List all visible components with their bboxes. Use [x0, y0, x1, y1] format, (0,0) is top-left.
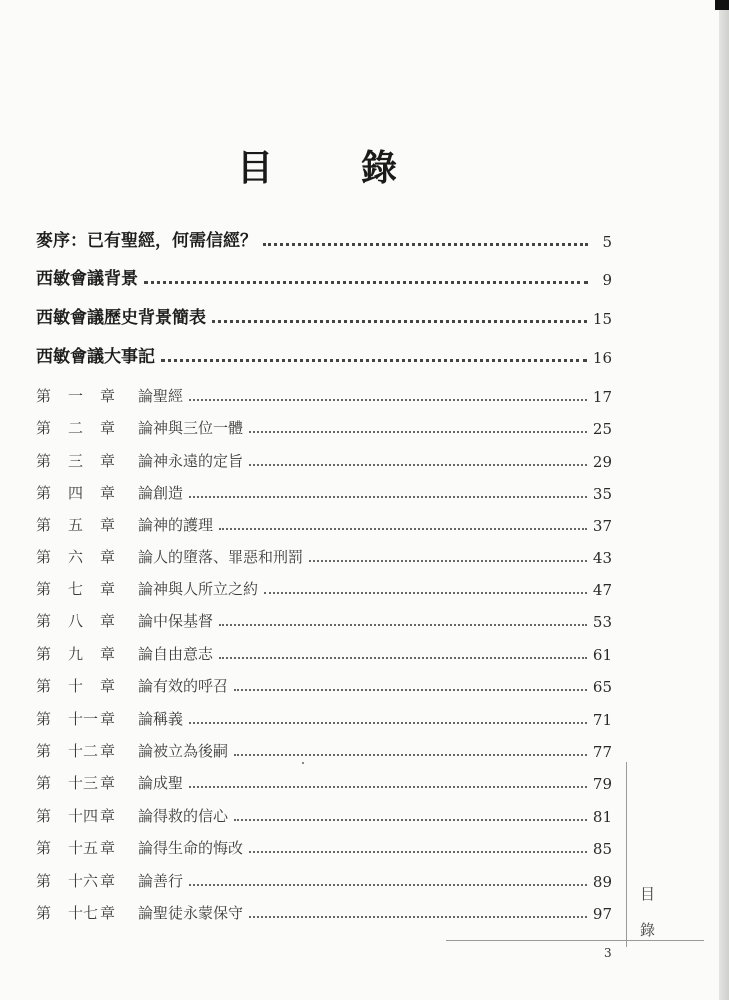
dot-leader	[189, 399, 587, 401]
dot-leader	[219, 528, 587, 530]
dot-leader	[189, 722, 587, 724]
toc-chapter-8[interactable]	[36, 605, 612, 631]
toc-chapter-14[interactable]	[36, 800, 612, 826]
margin-rule-horizontal	[446, 940, 704, 941]
chapter-title: 論被立為後嗣	[138, 742, 229, 760]
toc-chapter-13[interactable]	[36, 767, 612, 793]
chapter-number: 第 四 章	[36, 484, 116, 502]
section-tab-label: 目 錄	[640, 885, 656, 939]
page-title: 目 錄	[236, 147, 423, 189]
dot-leader	[219, 657, 587, 659]
toc-chapter-2[interactable]	[36, 412, 612, 438]
chapter-page: 81	[592, 808, 612, 826]
chapter-number: 第 五 章	[36, 516, 116, 534]
toc-chapter-3[interactable]	[36, 445, 612, 471]
chapter-page: 79	[592, 775, 612, 793]
page-edge-shadow	[719, 0, 729, 1000]
chapter-page: 53	[592, 613, 612, 631]
chapter-number: 第 八 章	[36, 612, 116, 630]
dot-leader	[219, 624, 587, 626]
chapter-page: 61	[592, 646, 612, 664]
chapter-title: 論神與三位一體	[138, 419, 244, 437]
toc-entry-label: 麥序：已有聖經，何需信經？	[36, 231, 257, 251]
chapter-number: 第 十二 章	[36, 742, 116, 760]
chapter-number: 第 十 章	[36, 677, 116, 695]
toc-chapter-12[interactable]	[36, 735, 612, 761]
dot-leader	[263, 243, 588, 246]
toc-entry-page: 15	[592, 310, 612, 328]
chapter-page: 43	[592, 549, 612, 567]
dot-leader	[249, 464, 587, 466]
corner-mark	[715, 0, 729, 10]
chapter-number: 第 十七 章	[36, 904, 116, 922]
toc-entry-label: 西敏會議歷史背景簡表	[36, 308, 206, 328]
chapter-page: 65	[592, 678, 612, 696]
chapter-page: 37	[592, 517, 612, 535]
margin-rule-vertical	[626, 762, 627, 947]
toc-chapter-5[interactable]	[36, 509, 612, 535]
toc-chapter-4[interactable]	[36, 477, 612, 503]
chapter-number: 第 十五 章	[36, 839, 116, 857]
chapter-title: 論成聖	[138, 774, 184, 792]
chapter-title: 論神的護理	[138, 516, 214, 534]
dot-leader	[264, 592, 587, 594]
chapter-number: 第 三 章	[36, 452, 116, 470]
page-number: 3	[604, 946, 612, 960]
chapter-title: 論聖經	[138, 387, 184, 405]
chapter-page: 29	[592, 453, 612, 471]
toc-entry-page: 16	[592, 349, 612, 367]
chapter-title: 論稱義	[138, 710, 184, 728]
chapter-title: 論善行	[138, 872, 184, 890]
toc-entry-history-table[interactable]	[36, 302, 612, 328]
chapter-page: 77	[592, 743, 612, 761]
chapter-title: 論得生命的悔改	[138, 839, 244, 857]
dot-leader	[234, 689, 587, 691]
chapter-title: 論得救的信心	[138, 807, 229, 825]
chapter-number: 第 十三 章	[36, 774, 116, 792]
toc-chapter-6[interactable]	[36, 541, 612, 567]
scan-speck	[302, 762, 304, 764]
chapter-number: 第 二 章	[36, 419, 116, 437]
toc-chapter-9[interactable]	[36, 638, 612, 664]
chapter-number: 第 十四 章	[36, 807, 116, 825]
toc-entry-page: 5	[602, 233, 612, 251]
dot-leader	[189, 884, 587, 886]
chapter-page: 47	[592, 581, 612, 599]
dot-leader	[189, 496, 587, 498]
chapter-title: 論聖徒永蒙保守	[138, 904, 244, 922]
dot-leader	[309, 560, 587, 562]
chapter-title: 論中保基督	[138, 612, 214, 630]
chapter-number: 第 十六 章	[36, 872, 116, 890]
chapter-page: 85	[592, 840, 612, 858]
chapter-page: 25	[592, 420, 612, 438]
toc-entry-chronicle[interactable]	[36, 341, 612, 367]
toc-entry-background[interactable]	[36, 263, 612, 289]
chapter-number: 第 九 章	[36, 645, 116, 663]
chapter-title: 論有效的呼召	[138, 677, 229, 695]
chapter-title: 論神與人所立之約	[138, 580, 259, 598]
chapter-title: 論自由意志	[138, 645, 214, 663]
dot-leader	[249, 431, 587, 433]
dot-leader	[161, 359, 587, 362]
chapter-title: 論創造	[138, 484, 184, 502]
toc-entry-preface[interactable]	[36, 225, 612, 251]
chapter-number: 第 七 章	[36, 580, 116, 598]
toc-chapter-15[interactable]	[36, 832, 612, 858]
toc-chapter-1[interactable]	[36, 380, 612, 406]
dot-leader	[234, 754, 587, 756]
chapter-number: 第 十一 章	[36, 710, 116, 728]
dot-leader	[249, 851, 587, 853]
chapter-page: 71	[592, 711, 612, 729]
chapter-number: 第 六 章	[36, 548, 116, 566]
dot-leader	[249, 916, 587, 918]
dot-leader	[234, 819, 587, 821]
dot-leader	[212, 320, 587, 323]
toc-chapter-17[interactable]	[36, 897, 612, 923]
toc-chapter-16[interactable]	[36, 865, 612, 891]
chapter-title: 論人的墮落、罪惡和刑罰	[138, 548, 304, 566]
chapter-number: 第 一 章	[36, 387, 116, 405]
toc-chapter-7[interactable]	[36, 573, 612, 599]
chapter-page: 89	[592, 873, 612, 891]
toc-entry-label: 西敏會議大事記	[36, 347, 155, 367]
chapter-page: 17	[592, 388, 612, 406]
toc-chapter-10[interactable]	[36, 670, 612, 696]
toc-entry-label: 西敏會議背景	[36, 269, 138, 289]
chapter-page: 35	[592, 485, 612, 503]
toc-entry-page: 9	[602, 271, 612, 289]
toc-chapter-11[interactable]	[36, 703, 612, 729]
chapter-page: 97	[592, 905, 612, 923]
chapter-title: 論神永遠的定旨	[138, 452, 244, 470]
dot-leader	[144, 281, 588, 284]
dot-leader	[189, 786, 587, 788]
